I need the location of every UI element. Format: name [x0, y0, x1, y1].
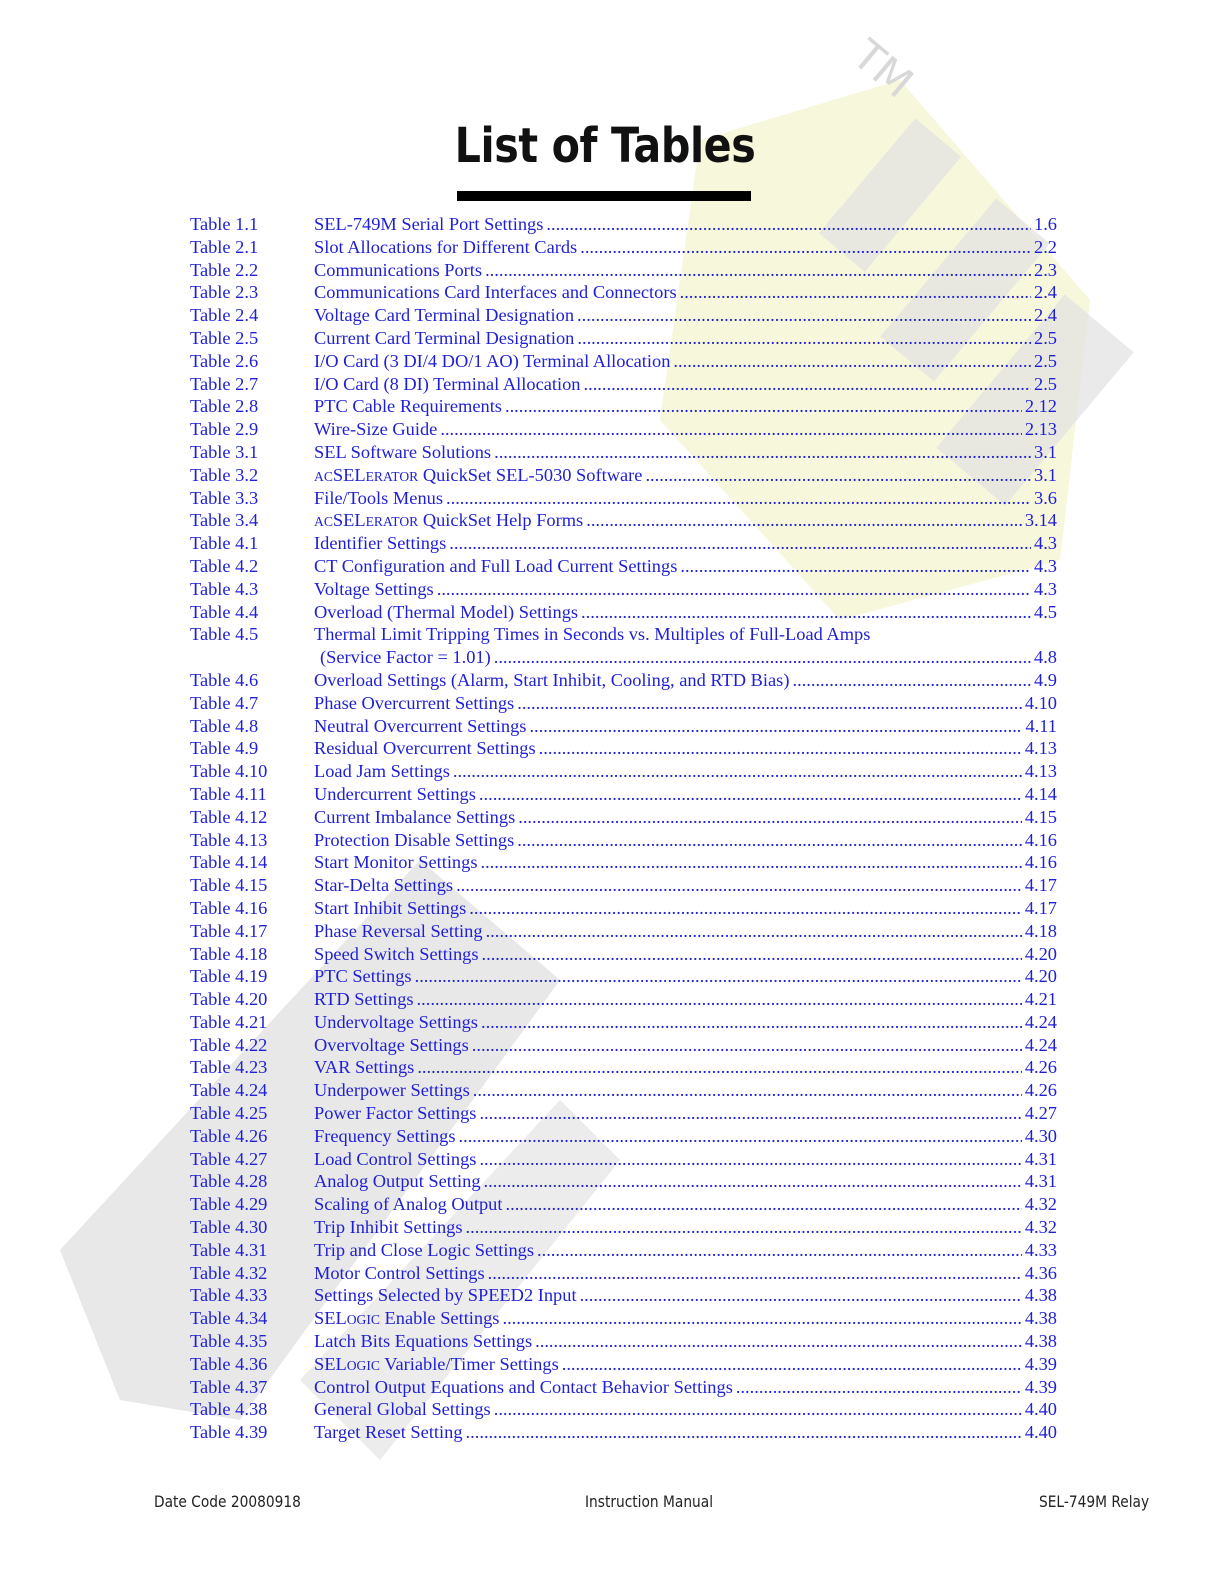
table-title: Phase Reversal Setting	[314, 920, 483, 941]
table-title	[314, 464, 642, 489]
dot-leader	[645, 464, 1031, 487]
dot-leader	[479, 1148, 1021, 1171]
table-title: Analog Output Setting	[314, 1171, 481, 1192]
table-of-tables	[190, 213, 1057, 1444]
table-title-part: AC	[314, 514, 333, 530]
table-number: Table 4.3	[190, 578, 259, 599]
table-number: Table 1.1	[190, 214, 259, 234]
page-number: 4.40	[1024, 1422, 1057, 1443]
footer-manual-title: Instruction Manual	[585, 1492, 714, 1511]
page-number: 4.31	[1024, 1148, 1057, 1169]
page-number: 4.21	[1024, 989, 1057, 1010]
dot-leader	[680, 281, 1031, 304]
page-number: 4.39	[1024, 1353, 1057, 1374]
page-number: 4.20	[1024, 943, 1057, 964]
dot-leader	[584, 373, 1031, 396]
dot-leader	[440, 418, 1021, 441]
table-number: Table 4.4	[190, 601, 259, 622]
dot-leader	[456, 874, 1022, 897]
page-number: 1.6	[1034, 214, 1057, 234]
page-number: 2.13	[1024, 419, 1057, 440]
page-number: 2.3	[1034, 259, 1057, 280]
page-number: 4.3	[1034, 578, 1057, 599]
table-title: Trip and Close Logic Settings	[314, 1239, 535, 1260]
toc-entry[interactable]	[190, 692, 1057, 715]
page-number: 4.40	[1024, 1399, 1057, 1420]
table-title: Power Factor Settings	[314, 1103, 477, 1124]
dot-leader	[466, 1421, 1022, 1444]
table-title: Wire-Size Guide	[314, 419, 438, 440]
toc-entry[interactable]	[190, 829, 1057, 852]
dot-leader	[417, 1056, 1021, 1079]
table-title-part: OGIC	[346, 1312, 380, 1328]
page-number: 2.12	[1024, 396, 1057, 417]
dot-leader	[488, 1262, 1022, 1285]
page-number: 4.26	[1024, 1080, 1057, 1101]
toc-entry[interactable]	[190, 395, 1057, 418]
toc-entry[interactable]	[190, 943, 1057, 966]
dot-leader	[481, 1011, 1022, 1034]
page-number: 2.5	[1034, 327, 1057, 348]
dot-leader	[580, 1284, 1022, 1307]
table-title-part: ERATOR	[365, 468, 419, 484]
table-title-part: Enable Settings	[379, 1308, 500, 1329]
table-number: Table 4.14	[190, 852, 268, 873]
table-title: SEL Software Solutions	[314, 441, 492, 462]
page-number: 4.5	[1034, 601, 1057, 622]
toc-entry[interactable]	[190, 1193, 1057, 1216]
table-title-part: SEL	[314, 1353, 347, 1374]
toc-entry[interactable]	[190, 1125, 1057, 1148]
dot-leader	[537, 1239, 1022, 1262]
toc-entry[interactable]	[190, 1170, 1057, 1193]
dot-leader	[680, 555, 1031, 578]
toc-entry[interactable]	[190, 236, 1057, 259]
toc-entry[interactable]	[190, 555, 1057, 578]
page-number: 3.6	[1034, 487, 1057, 508]
table-title: I/O Card (3 DI/4 DO/1 AO) Terminal Allocation	[314, 350, 671, 371]
page-number: 4.38	[1024, 1285, 1057, 1306]
toc-entry[interactable]	[190, 965, 1057, 988]
table-title: Frequency Settings	[314, 1125, 456, 1146]
page-number: 4.36	[1024, 1262, 1057, 1283]
page-number: 4.8	[1034, 647, 1057, 668]
toc-entry[interactable]	[190, 281, 1057, 304]
table-number: Table 4.15	[190, 875, 268, 896]
table-number: Table 4.36	[190, 1353, 268, 1374]
dot-leader	[482, 943, 1022, 966]
dot-leader	[469, 897, 1022, 920]
table-title: Identifier Settings	[314, 533, 447, 554]
table-number: Table 4.10	[190, 761, 268, 782]
table-title: Overload Settings (Alarm, Start Inhibit, Cooling, and RTD Bias)	[314, 669, 790, 690]
page-number: 4.3	[1034, 555, 1057, 576]
table-title: Voltage Settings	[314, 578, 434, 599]
toc-entry[interactable]	[190, 1421, 1057, 1444]
page-number: 3.14	[1024, 510, 1057, 531]
table-title: Trip Inhibit Settings	[314, 1217, 463, 1238]
page-number: 4.11	[1025, 715, 1057, 736]
table-title-part: Variable/Timer Settings	[379, 1353, 559, 1374]
dot-leader	[484, 1170, 1022, 1193]
dot-leader	[446, 487, 1031, 510]
toc-entry[interactable]	[190, 1034, 1057, 1057]
table-title: PTC Settings	[314, 966, 412, 987]
page-number: 4.26	[1024, 1057, 1057, 1078]
toc-entry[interactable]	[190, 1307, 1057, 1330]
dot-leader	[415, 965, 1022, 988]
table-title	[314, 509, 583, 534]
table-title: RTD Settings	[314, 989, 414, 1010]
toc-entry[interactable]	[190, 874, 1057, 897]
table-number: Table 2.9	[190, 419, 259, 440]
dot-leader	[586, 509, 1022, 532]
dot-leader	[494, 646, 1031, 669]
table-number: Table 4.13	[190, 829, 268, 850]
page-number: 4.31	[1024, 1171, 1057, 1192]
table-title-part: SEL	[332, 510, 366, 531]
title-underline	[457, 191, 751, 201]
dot-leader	[529, 715, 1022, 738]
page-number: 4.16	[1024, 852, 1057, 873]
table-number: Table 3.4	[190, 510, 259, 531]
table-title-part: SEL	[332, 464, 366, 485]
table-number: Table 4.6	[190, 669, 259, 690]
table-title: Communications Ports	[314, 259, 483, 280]
table-number: Table 4.29	[190, 1194, 268, 1215]
dot-leader	[517, 692, 1022, 715]
page-number: 2.5	[1034, 373, 1057, 394]
page-number: 4.33	[1024, 1239, 1057, 1260]
toc-entry[interactable]	[190, 373, 1057, 396]
dot-leader	[577, 304, 1031, 327]
dot-leader	[506, 1193, 1022, 1216]
footer-date-code: Date Code 20080918	[154, 1492, 301, 1511]
table-title: Undervoltage Settings	[314, 1011, 478, 1032]
page-number: 4.30	[1024, 1125, 1057, 1146]
dot-leader	[479, 1102, 1021, 1125]
toc-entry[interactable]	[190, 1011, 1057, 1034]
dot-leader	[449, 532, 1031, 555]
table-number: Table 2.7	[190, 373, 259, 394]
toc-entry[interactable]	[190, 532, 1057, 555]
table-title-part: QuickSet SEL-5030 Software	[418, 464, 643, 485]
table-title: Load Jam Settings	[314, 761, 450, 782]
toc-entry[interactable]	[190, 623, 1057, 669]
page-number: 3.1	[1034, 441, 1057, 462]
table-number: Table 4.32	[190, 1262, 268, 1283]
table-number: Table 4.17	[190, 920, 268, 941]
table-number: Table 2.4	[190, 305, 259, 326]
table-title: Target Reset Setting	[314, 1422, 463, 1443]
table-number: Table 4.2	[190, 555, 259, 576]
table-number: Table 4.27	[190, 1148, 268, 1169]
dot-leader	[505, 395, 1022, 418]
toc-entry[interactable]	[190, 487, 1057, 510]
toc-entry[interactable]	[190, 1284, 1057, 1307]
dot-leader	[473, 1079, 1022, 1102]
dot-leader	[517, 829, 1022, 852]
page-number: 4.17	[1024, 897, 1057, 918]
table-number: Table 4.5	[190, 624, 259, 645]
table-number: Table 4.24	[190, 1080, 268, 1101]
footer-product-name: SEL-749M Relay	[1039, 1492, 1150, 1511]
toc-entry[interactable]	[190, 1148, 1057, 1171]
dot-leader	[502, 1307, 1021, 1330]
table-title: General Global Settings	[314, 1399, 491, 1420]
table-title: Overvoltage Settings	[314, 1034, 469, 1055]
toc-entry[interactable]	[190, 897, 1057, 920]
table-title: PTC Cable Requirements	[314, 396, 502, 417]
toc-entry[interactable]	[190, 601, 1057, 624]
toc-entry[interactable]	[190, 715, 1057, 738]
table-number: Table 4.31	[190, 1239, 268, 1260]
table-number: Table 2.3	[190, 282, 259, 303]
page-number: 4.18	[1024, 920, 1057, 941]
toc-entry[interactable]	[190, 669, 1057, 692]
table-number: Table 4.28	[190, 1171, 268, 1192]
table-title: Slot Allocations for Different Cards	[314, 236, 578, 257]
table-number: Table 4.35	[190, 1331, 268, 1352]
table-title: Star-Delta Settings	[314, 875, 454, 896]
table-title: Residual Overcurrent Settings	[314, 738, 536, 759]
page-number: 4.32	[1024, 1217, 1057, 1238]
page-number: 4.13	[1024, 761, 1057, 782]
dot-leader	[581, 601, 1031, 624]
table-number: Table 4.30	[190, 1217, 268, 1238]
table-title: File/Tools Menus	[314, 487, 443, 508]
page-number: 4.13	[1024, 738, 1057, 759]
table-number: Table 4.33	[190, 1285, 268, 1306]
table-title: Undercurrent Settings	[314, 783, 476, 804]
dot-leader	[518, 806, 1022, 829]
toc-entry[interactable]	[190, 737, 1057, 760]
page-number: 4.20	[1024, 966, 1057, 987]
table-number: Table 4.12	[190, 806, 268, 827]
page-number: 4.15	[1024, 806, 1057, 827]
table-number: Table 4.25	[190, 1103, 268, 1124]
toc-entry[interactable]	[190, 783, 1057, 806]
toc-entry[interactable]	[190, 418, 1057, 441]
page-number: 2.4	[1034, 282, 1057, 303]
toc-entry[interactable]	[190, 1376, 1057, 1399]
table-title: Phase Overcurrent Settings	[314, 692, 515, 713]
toc-entry[interactable]	[190, 1398, 1057, 1421]
table-number: Table 4.8	[190, 715, 259, 736]
watermark-tm: TM	[843, 30, 923, 108]
table-title: Speed Switch Settings	[314, 943, 479, 964]
table-title: Voltage Card Terminal Designation	[314, 305, 575, 326]
page-number: 2.5	[1034, 350, 1057, 371]
table-number: Table 4.38	[190, 1399, 268, 1420]
page-number: 4.24	[1024, 1034, 1057, 1055]
toc-entry[interactable]	[190, 1056, 1057, 1079]
page-number: 4.38	[1024, 1308, 1057, 1329]
page-number: 4.24	[1024, 1011, 1057, 1032]
table-title: Communications Card Interfaces and Connectors	[314, 282, 677, 303]
table-number: Table 2.2	[190, 259, 259, 280]
table-title: Settings Selected by SPEED2 Input	[314, 1285, 577, 1306]
dot-leader	[580, 236, 1031, 259]
table-number: Table 2.8	[190, 396, 259, 417]
table-title-part: ERATOR	[365, 514, 419, 530]
toc-entry[interactable]	[190, 1239, 1057, 1262]
table-number: Table 2.6	[190, 350, 259, 371]
page-number: 2.2	[1034, 236, 1057, 257]
table-number: Table 4.16	[190, 897, 268, 918]
page-number: 4.27	[1024, 1103, 1057, 1124]
table-title: Neutral Overcurrent Settings	[314, 715, 527, 736]
page-number: 4.14	[1024, 783, 1057, 804]
toc-entry[interactable]	[190, 304, 1057, 327]
toc-entry[interactable]	[190, 213, 1057, 236]
table-number: Table 3.1	[190, 441, 259, 462]
dot-leader	[494, 441, 1031, 464]
page-number: 4.38	[1024, 1331, 1057, 1352]
toc-entry[interactable]	[190, 259, 1057, 282]
page-number: 4.3	[1034, 533, 1057, 554]
toc-entry[interactable]	[190, 464, 1057, 487]
table-title: Start Monitor Settings	[314, 852, 478, 873]
toc-entry[interactable]	[190, 1330, 1057, 1353]
dot-leader	[792, 669, 1031, 692]
dot-leader	[486, 920, 1022, 943]
dot-leader	[539, 737, 1022, 760]
toc-entry[interactable]	[190, 578, 1057, 601]
table-number: Table 4.34	[190, 1308, 268, 1329]
page-number: 3.1	[1034, 464, 1057, 485]
toc-entry[interactable]	[190, 350, 1057, 373]
dot-leader	[736, 1376, 1022, 1399]
dot-leader	[480, 851, 1021, 874]
dot-leader	[485, 259, 1031, 282]
table-title: Thermal Limit Tripping Times in Seconds vs. Multiples of Full-Load Amps	[314, 624, 871, 645]
table-title-part: QuickSet Help Forms	[418, 510, 584, 531]
toc-entry[interactable]	[190, 327, 1057, 350]
table-title: SEL-749M Serial Port Settings	[314, 214, 544, 234]
table-number: Table 4.23	[190, 1057, 268, 1078]
page-number: 4.39	[1024, 1376, 1057, 1397]
table-number: Table 2.1	[190, 236, 259, 257]
toc-entry[interactable]	[190, 1079, 1057, 1102]
dot-leader	[437, 578, 1031, 601]
table-title: Scaling of Analog Output	[314, 1194, 503, 1215]
table-title: Current Imbalance Settings	[314, 806, 516, 827]
page-number: 4.16	[1024, 829, 1057, 850]
toc-entry[interactable]	[190, 920, 1057, 943]
table-title: Control Output Equations and Contact Behavior Settings	[314, 1376, 733, 1397]
table-title: VAR Settings	[314, 1057, 415, 1078]
page-number: 4.10	[1024, 692, 1057, 713]
dot-leader	[673, 350, 1031, 373]
table-number: Table 4.20	[190, 989, 268, 1010]
table-title: I/O Card (8 DI) Terminal Allocation	[314, 373, 581, 394]
table-title: Motor Control Settings	[314, 1262, 485, 1283]
dot-leader	[466, 1216, 1022, 1239]
table-title: Latch Bits Equations Settings	[314, 1331, 533, 1352]
page-number: 4.17	[1024, 875, 1057, 896]
table-title: Load Control Settings	[314, 1148, 477, 1169]
table-number: Table 4.11	[190, 783, 267, 804]
toc-entry[interactable]	[190, 851, 1057, 874]
dot-leader	[453, 760, 1022, 783]
dot-leader	[479, 783, 1022, 806]
table-number: Table 4.9	[190, 738, 259, 759]
page-number: 4.9	[1034, 669, 1057, 690]
toc-entry[interactable]	[190, 1262, 1057, 1285]
table-number: Table 4.26	[190, 1125, 268, 1146]
table-title: Overload (Thermal Model) Settings	[314, 601, 579, 622]
dot-leader	[417, 988, 1022, 1011]
table-number: Table 4.7	[190, 692, 259, 713]
dot-leader	[459, 1125, 1022, 1148]
dot-leader	[472, 1034, 1022, 1057]
dot-leader	[494, 1398, 1022, 1421]
table-number: Table 4.19	[190, 966, 268, 987]
table-number: Table 3.3	[190, 487, 259, 508]
toc-entry[interactable]	[190, 441, 1057, 464]
page-number: 4.32	[1024, 1194, 1057, 1215]
table-title: Protection Disable Settings	[314, 829, 515, 850]
page-title: List of Tables	[454, 118, 756, 174]
table-number: Table 4.18	[190, 943, 268, 964]
table-title: Underpower Settings	[314, 1080, 470, 1101]
table-title-part: OGIC	[346, 1357, 380, 1373]
dot-leader	[535, 1330, 1022, 1353]
table-number: Table 4.39	[190, 1422, 268, 1443]
toc-entry[interactable]	[190, 760, 1057, 783]
toc-entry[interactable]	[190, 806, 1057, 829]
dot-leader	[562, 1353, 1022, 1376]
table-title-part: SEL	[314, 1308, 347, 1329]
table-title: Start Inhibit Settings	[314, 897, 467, 918]
table-title	[314, 1353, 559, 1378]
toc-entry[interactable]	[190, 1353, 1057, 1376]
page-number: 2.4	[1034, 305, 1057, 326]
table-title	[314, 1307, 499, 1332]
table-number: Table 4.22	[190, 1034, 268, 1055]
table-title: CT Configuration and Full Load Current Settings	[314, 555, 678, 576]
table-number: Table 4.37	[190, 1376, 268, 1397]
table-title: Current Card Terminal Designation	[314, 327, 575, 348]
toc-entry[interactable]	[190, 988, 1057, 1011]
table-number: Table 4.21	[190, 1011, 268, 1032]
dot-leader	[546, 213, 1031, 236]
dot-leader	[577, 327, 1031, 350]
toc-entry[interactable]	[190, 509, 1057, 532]
table-number: Table 3.2	[190, 464, 259, 485]
table-title-part: AC	[314, 468, 333, 484]
toc-entry[interactable]	[190, 1102, 1057, 1125]
table-title-continued: (Service Factor = 1.01)	[320, 647, 491, 668]
table-number: Table 2.5	[190, 327, 259, 348]
table-number: Table 4.1	[190, 533, 259, 554]
toc-entry[interactable]	[190, 1216, 1057, 1239]
